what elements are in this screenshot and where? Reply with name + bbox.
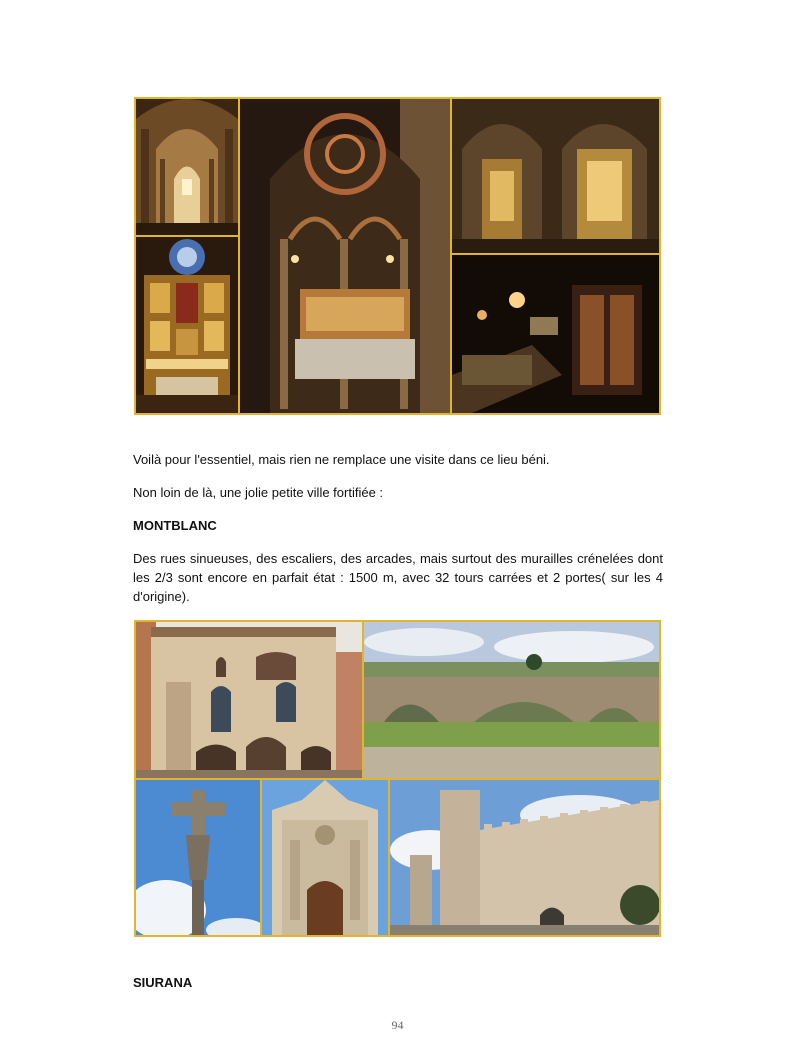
paragraph-visit: Voilà pour l'essentiel, mais rien ne remplace une visite dans ce lieu béni.	[133, 452, 550, 467]
stone-bridge-photo	[364, 622, 659, 778]
heading-siurana: SIURANA	[133, 975, 193, 990]
stone-house-photo	[136, 622, 362, 778]
montblanc-photo-collage	[134, 620, 661, 937]
church-facade-photo	[262, 780, 388, 935]
city-walls-photo	[390, 780, 659, 935]
paragraph-montblanc-description: Des rues sinueuses, des escaliers, des arcades, mais surtout des murailles crénelées dont les 2/3 sont encore en parfait état : 1500 m, avec 32 tours carrées et 2 portes( sur les 4 d'origine).	[133, 551, 663, 604]
gothic-canopy-tomb-photo	[240, 99, 450, 413]
side-chapels-photo	[452, 99, 659, 253]
stone-cross-photo	[136, 780, 260, 935]
paragraph-nearby-town: Non loin de là, une jolie petite ville fortifiée :	[133, 485, 384, 500]
monastery-photo-collage	[134, 97, 661, 415]
old-library-photo	[452, 255, 659, 413]
heading-montblanc: MONTBLANC	[133, 518, 217, 533]
church-nave-photo	[136, 99, 238, 235]
gilded-altarpiece-photo	[136, 237, 238, 413]
page-number: 94	[391, 1018, 404, 1032]
